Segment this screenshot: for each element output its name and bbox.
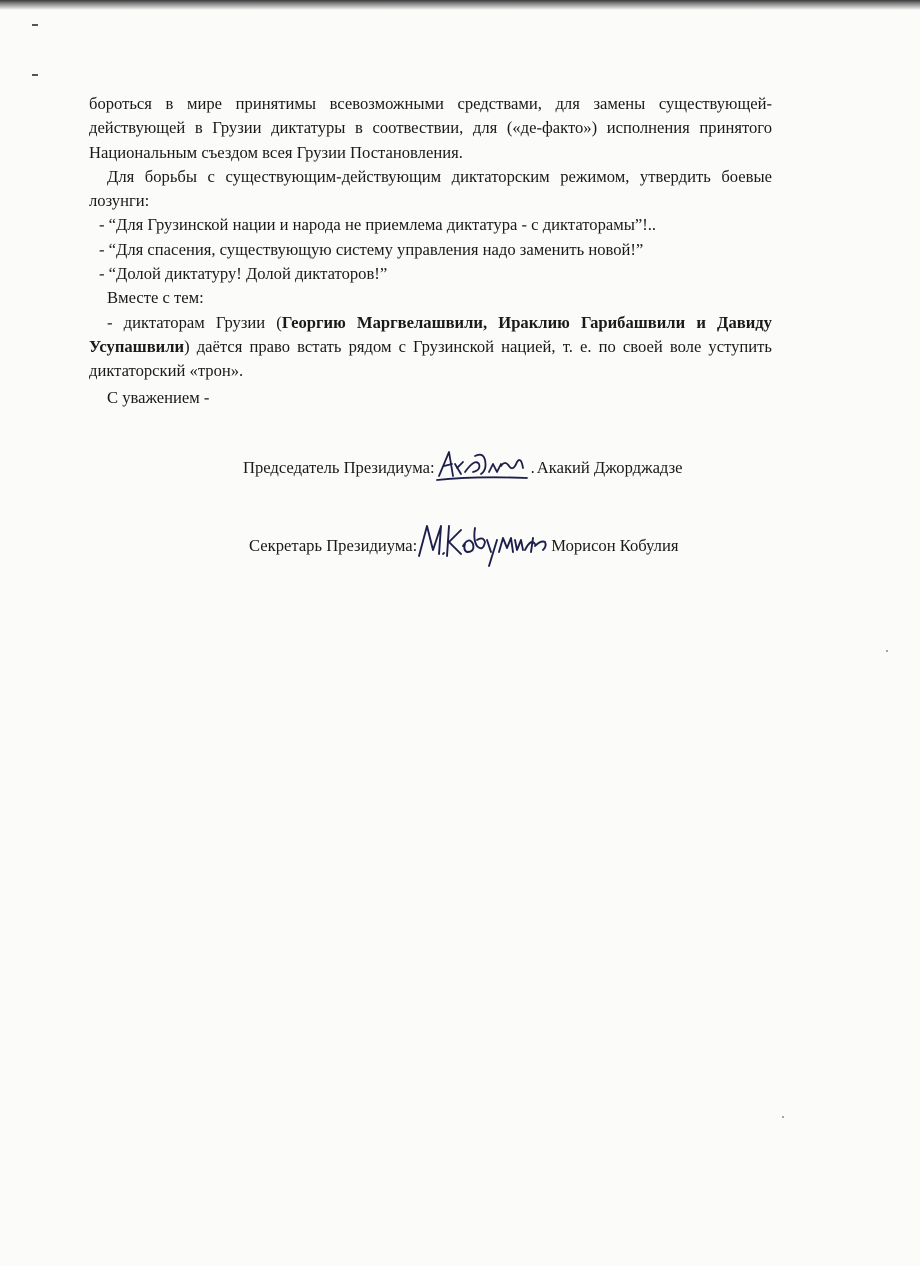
scan-speck <box>782 1116 784 1118</box>
scan-top-edge <box>0 0 920 10</box>
slogan-1: - “Для Грузинской нации и народа не приемлема диктатура - с диктаторамы”!.. <box>99 215 657 235</box>
document-body <box>89 92 772 410</box>
signature-line-secretary <box>249 522 678 570</box>
scan-speck <box>886 650 888 652</box>
closing-line: С уважением - <box>107 387 210 407</box>
paragraph-4-prefix: - диктаторам Грузии ( <box>107 312 282 332</box>
paragraph-3: Вместе с тем: <box>107 288 204 308</box>
margin-mark <box>32 74 38 76</box>
signatory-name: Акакий Джорджадзе <box>536 458 683 477</box>
handwritten-signature-icon <box>417 520 549 573</box>
margin-mark <box>32 24 38 26</box>
dictator-names: Георгию Маргвелашвили, Ираклию Гарибашвили и Давиду Усупашвили <box>89 312 772 356</box>
slogan-2: - “Для спасения, существующую систему управления надо заменить новой!” <box>99 239 644 259</box>
signature-separator: . <box>530 458 535 477</box>
paragraph-2: Для борьбы с существующим-действующим диктаторским режимом, утвердить боевые лозунги: <box>89 166 772 211</box>
signatory-name: Морисон Кобулия <box>551 536 679 555</box>
signature-title: Председатель Президиума: <box>243 458 435 477</box>
handwritten-signature-icon <box>435 446 531 491</box>
paragraph-1: бороться в мире принятимы всевозможными средствами, для замены существующей-действующей в Грузии диктатуры в соотвествии, для («де-факто») исполнения принятого Национальным съездом всея Грузии Постановления. <box>89 94 772 162</box>
paragraph-4 <box>89 311 772 384</box>
paragraph-4-suffix: ) даётся право встать рядом с Грузинской нацией, т. е. по своей воле уступить диктаторский «трон». <box>89 336 772 381</box>
signature-title: Секретарь Президиума: <box>249 536 418 555</box>
slogan-3: - “Долой диктатуру! Долой диктаторов!” <box>99 264 388 284</box>
signature-line-chairman <box>243 448 683 488</box>
